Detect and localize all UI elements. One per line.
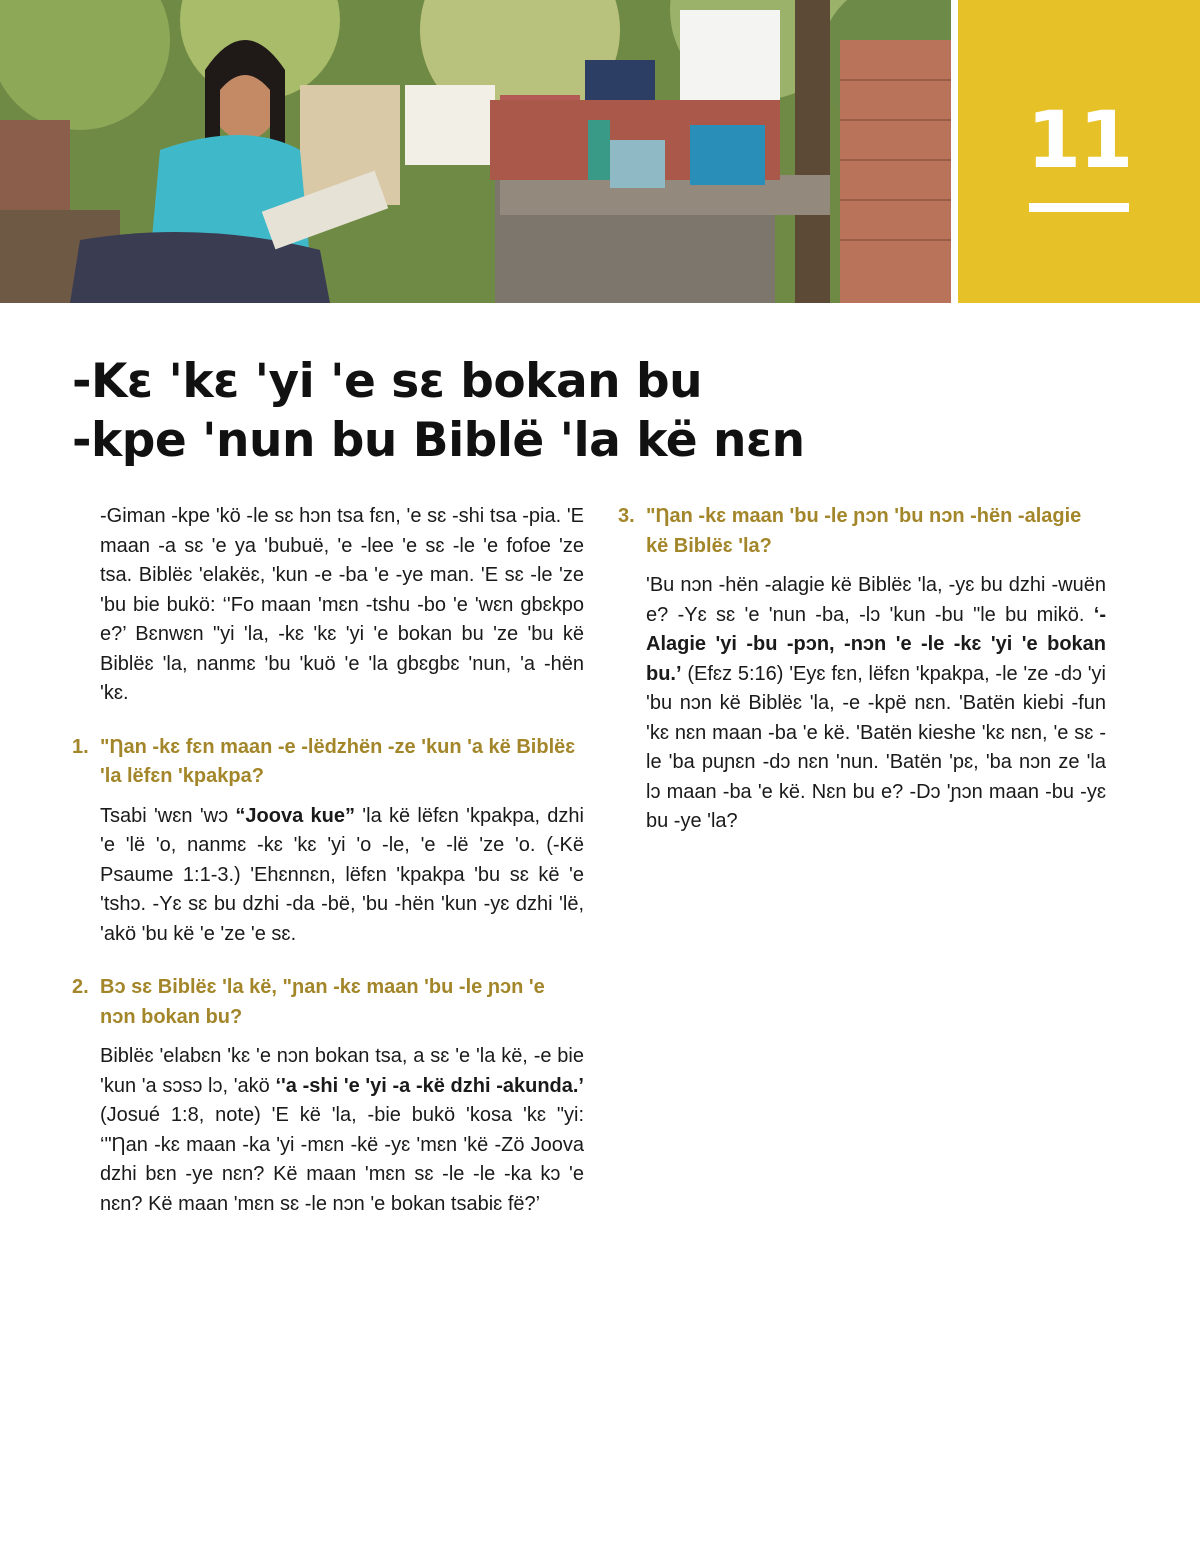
answer-2: [100, 1042, 584, 1219]
answer-3-part-a: 'Bu nɔn -hën -alagie kë Biblëɛ 'la, -yɛ bu dzhi -wuën e? -Yɛ sɛ 'e 'nun -ba, -lɔ 'kun -bu "le bu mikö.: [646, 574, 1106, 626]
answer-3: [646, 571, 1106, 837]
answer-1-bold: “Joova kue”: [235, 804, 355, 827]
question-1-number: 1.: [72, 735, 89, 758]
page-title: [72, 352, 1072, 470]
answer-1-part-a: Tsabi 'wɛn 'wɔ: [100, 804, 236, 827]
page-title-line-1: -Kɛ 'kɛ 'yi 'e sɛ bokan bu: [72, 354, 703, 409]
question-1-text: "Ƞan -kɛ fɛn maan -e -lëdzhën -ze 'kun 'a kë Biblëɛ 'la lëfɛn 'kpakpa?: [100, 735, 576, 787]
intro-paragraph: -Giman -kpe 'kö -le sɛ hɔn tsa fɛn, 'e sɛ -shi tsa -pia. 'E maan -a sɛ 'e ya 'bubuë, 'e -lee 'e sɛ -le 'e fofoe 'ze tsa. Biblëɛ 'elakëɛ, 'kun -e -ba 'e -ye man. 'E sɛ -le 'ze 'bu bie bukö: ‘'Fo maan 'mɛn -tshu -bo 'e 'wɛn gbɛkpo e?’ Bɛnwɛn "yi 'la, -kɛ 'kɛ 'yi 'e bokan bu 'ze 'bu kë Biblëɛ 'la, nanmɛ 'bu 'kuö 'e 'la gbɛgbɛ 'nun, 'a -hën 'kɛ.: [100, 505, 584, 704]
right-column: [618, 502, 1106, 837]
question-1: [72, 733, 584, 792]
question-3-number: 3.: [618, 505, 635, 527]
question-2-text: Bɔ sɛ Biblëɛ 'la kë, "ɲan -kɛ maan 'bu -le ɲɔn 'e nɔn bokan bu?: [100, 976, 545, 1028]
answer-2-part-a: Biblëɛ 'elabɛn 'kɛ 'e nɔn bokan tsa, a sɛ 'e 'la kë, -e bie 'kun 'a sɔsɔ lɔ, 'akö: [100, 1045, 584, 1097]
question-3: [618, 502, 1106, 561]
answer-2-bold: ‘'a -shi 'e 'yi -a -kë dzhi -akunda.’: [275, 1074, 584, 1097]
question-3-text: "Ƞan -kɛ maan 'bu -le ɲɔn 'bu nɔn -hën -alagie kë Biblëɛ 'la?: [646, 505, 1082, 557]
answer-3-bold: ‘-Alagie 'yi -bu -pɔn, -nɔn 'e -le -kɛ 'yi 'e bokan bu.’: [646, 603, 1106, 685]
answer-3-part-b: (Efɛz 5:16) 'Eyɛ fɛn, lëfɛn 'kpakpa, -le 'ze -dɔ 'yi 'bu nɔn kë Biblëɛ 'la, -e -kpë nɛn. 'Batën kiebi -fun 'kɛ nɛn maan -ba 'e kë. 'Batën kieshe 'kɛ nɛn, 'e sɛ -le 'ba puɲɛn -dɔ nɛn 'nun. 'Batën 'pɛ, 'ba nɔn ze 'la lɔ maan -ba 'e kë. Nɛn bu e? -Dɔ 'ɲɔn maan -bu -yɛ bu -ye 'la?: [646, 662, 1106, 832]
left-column: [72, 502, 584, 1219]
question-2: [72, 973, 584, 1032]
question-2-number: 2.: [72, 976, 89, 998]
lesson-number: 11: [1026, 96, 1132, 186]
lesson-number-badge: [958, 0, 1200, 303]
answer-1: [100, 802, 584, 950]
lesson-underline: [1029, 203, 1129, 212]
page-title-line-2: -kpe 'nun bu Biblë 'la kë nɛn: [72, 413, 805, 468]
hero-photo: [0, 0, 951, 303]
woman-reading-bible-icon: [0, 0, 951, 303]
answer-2-part-b: (Josué 1:8, note) 'E kë 'la, -bie bukö 'kosa 'kɛ "yi: ‘"Ƞan -kɛ maan -ka 'yi -mɛn -kë -yɛ 'mɛn 'kë -Zö Joova dzhi bɛn -ye nɛn? Kë maan 'mɛn sɛ -le -le -ka kɔ 'e nɛn? Kë maan 'mɛn sɛ -le nɔn 'e bokan tsabiɛ fë?’: [100, 1104, 584, 1215]
answer-1-part-b: 'la kë lëfɛn 'kpakpa, dzhi 'e 'lë 'o, nanmɛ -kɛ 'kɛ 'yi 'o -le, 'e -lë 'ze 'o. (-Kë Psaume 1:1-3.) 'Ehɛnnɛn, lëfɛn 'kpakpa 'bu sɛ kë 'e 'tshɔ. -Yɛ sɛ bu dzhi -da -bë, 'bu -hën 'kun -yɛ dzhi 'lë, 'akö 'bu kë 'e 'ze 'e sɛ.: [100, 804, 584, 945]
